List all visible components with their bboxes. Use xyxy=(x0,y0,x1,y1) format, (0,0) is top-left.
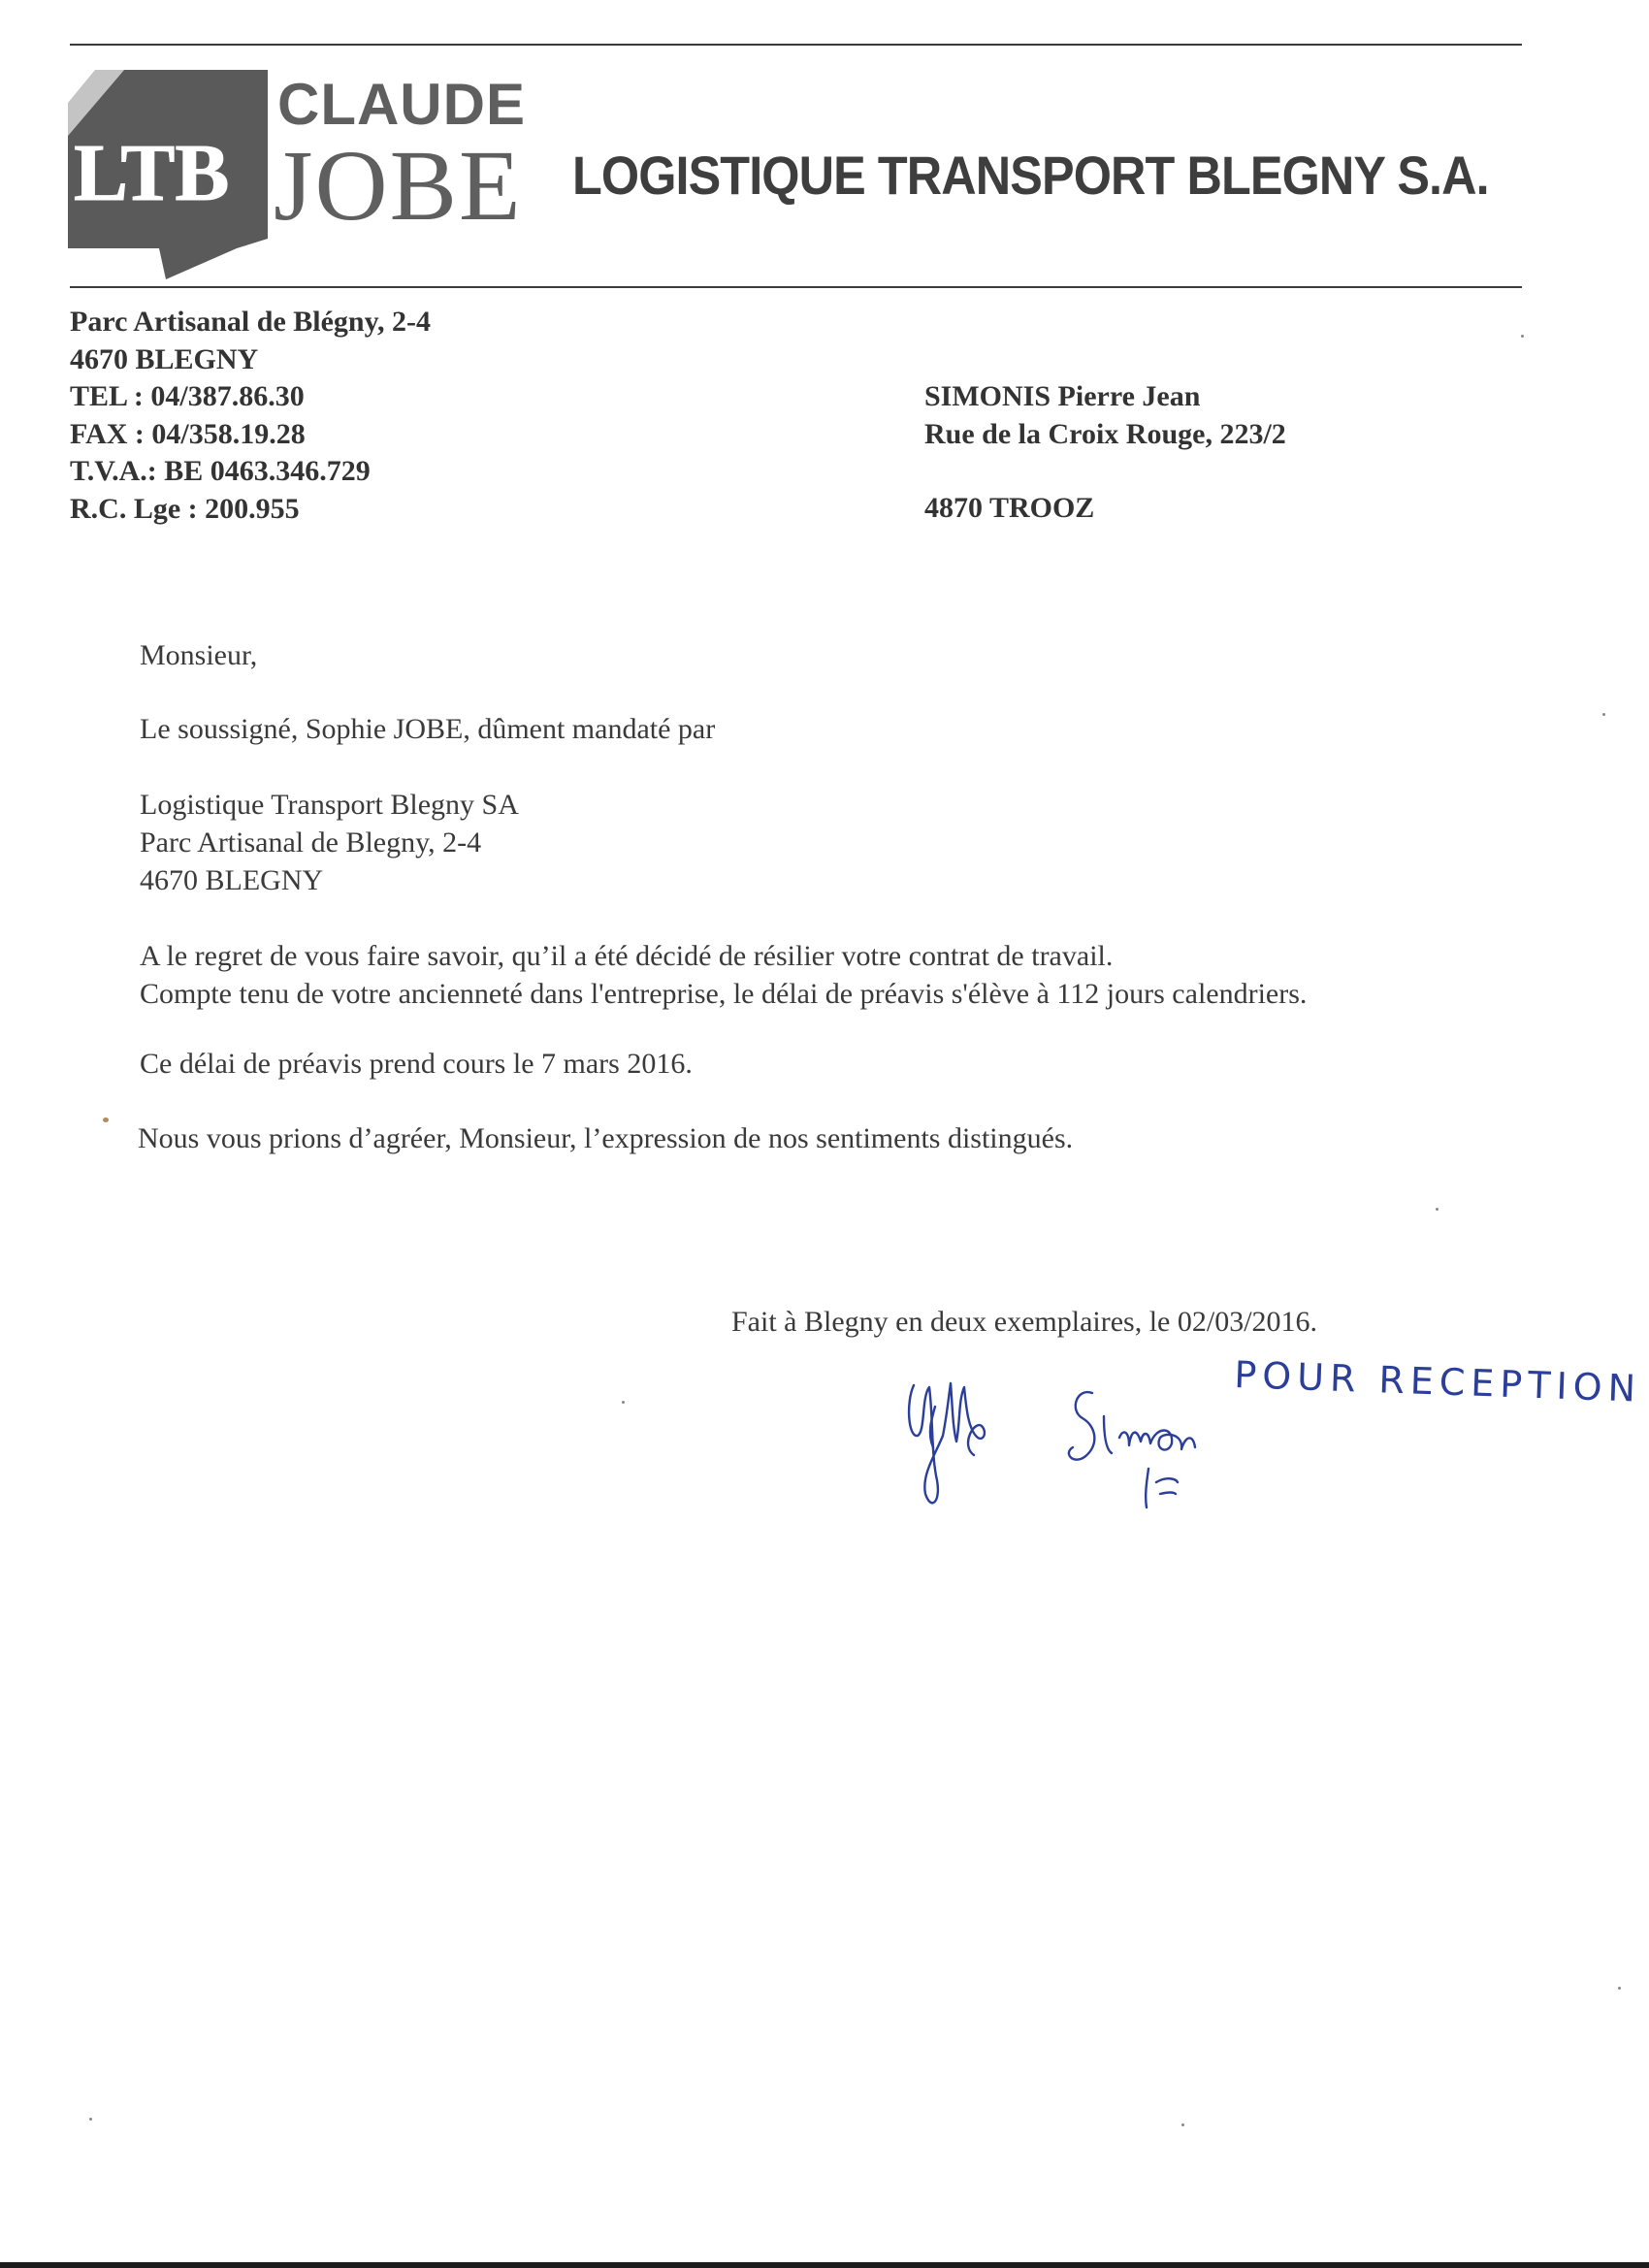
logo-badge-text: LTB xyxy=(74,128,230,218)
recipient-signature-loop xyxy=(1069,1392,1094,1460)
header-top-rule xyxy=(70,44,1522,46)
recipient-city: 4870 TROOZ xyxy=(924,492,1095,524)
employer-address xyxy=(140,786,519,899)
employer-name: Logistique Transport Blegny SA xyxy=(140,789,519,821)
salutation: Monsieur, xyxy=(140,639,258,671)
handwritten-signatures xyxy=(892,1348,1642,1533)
closing-formula: Nous vous prions d’agréer, Monsieur, l’expression de nos sentiments distingués. xyxy=(138,1122,1074,1154)
intro-sentence: Le soussigné, Sophie JOBE, dûment mandaté par xyxy=(140,713,716,745)
receipt-note: POUR RECEPTION xyxy=(1233,1353,1642,1410)
company-logo xyxy=(64,64,539,277)
scan-speck xyxy=(1181,2123,1184,2126)
sender-trade-register: R.C. Lge : 200.955 xyxy=(70,492,300,525)
scan-bottom-edge xyxy=(0,2262,1649,2268)
header-bottom-rule xyxy=(70,286,1522,288)
scan-speck xyxy=(1602,713,1605,716)
sender-signature xyxy=(909,1383,985,1503)
recipient-name: SIMONIS Pierre Jean xyxy=(924,380,1201,412)
logo-bottom-text: JOBE xyxy=(274,130,523,242)
scan-speck xyxy=(103,1118,109,1122)
logo-top-text: CLAUDE xyxy=(277,72,526,137)
scan-speck xyxy=(89,2118,92,2121)
sender-phone: TEL : 04/387.86.30 xyxy=(70,380,305,412)
employer-city: 4670 BLEGNY xyxy=(140,864,324,896)
employer-street: Parc Artisanal de Blegny, 2-4 xyxy=(140,826,482,859)
termination-paragraph xyxy=(140,937,1307,1013)
place-and-date: Fait à Blegny en deux exemplaires, le 02/03/2016. xyxy=(731,1306,1318,1338)
sender-address xyxy=(70,304,431,528)
sender-fax: FAX : 04/358.19.28 xyxy=(70,417,306,450)
scan-speck xyxy=(1618,1987,1621,1990)
recipient-street: Rue de la Croix Rouge, 223/2 xyxy=(924,417,1286,450)
scan-speck xyxy=(1521,335,1524,338)
company-name: LOGISTIQUE TRANSPORT BLEGNY S.A. xyxy=(572,145,1489,206)
termination-sentence: A le regret de vous faire savoir, qu’il a été décidé de résilier votre contrat de travail. xyxy=(140,940,1114,972)
sender-city: 4670 BLEGNY xyxy=(70,342,259,375)
scan-speck xyxy=(622,1401,625,1404)
notice-start-sentence: Ce délai de préavis prend cours le 7 mars 2016. xyxy=(140,1048,693,1080)
sender-vat: T.V.A.: BE 0463.346.729 xyxy=(70,455,371,487)
recipient-address xyxy=(924,378,1286,528)
notice-period-sentence: Compte tenu de votre ancienneté dans l'entreprise, le délai de préavis s'élève à 112 jours calendriers. xyxy=(140,978,1308,1010)
scan-speck xyxy=(1436,1208,1439,1211)
recipient-initials xyxy=(1146,1469,1178,1507)
sender-street: Parc Artisanal de Blégny, 2-4 xyxy=(70,306,431,338)
